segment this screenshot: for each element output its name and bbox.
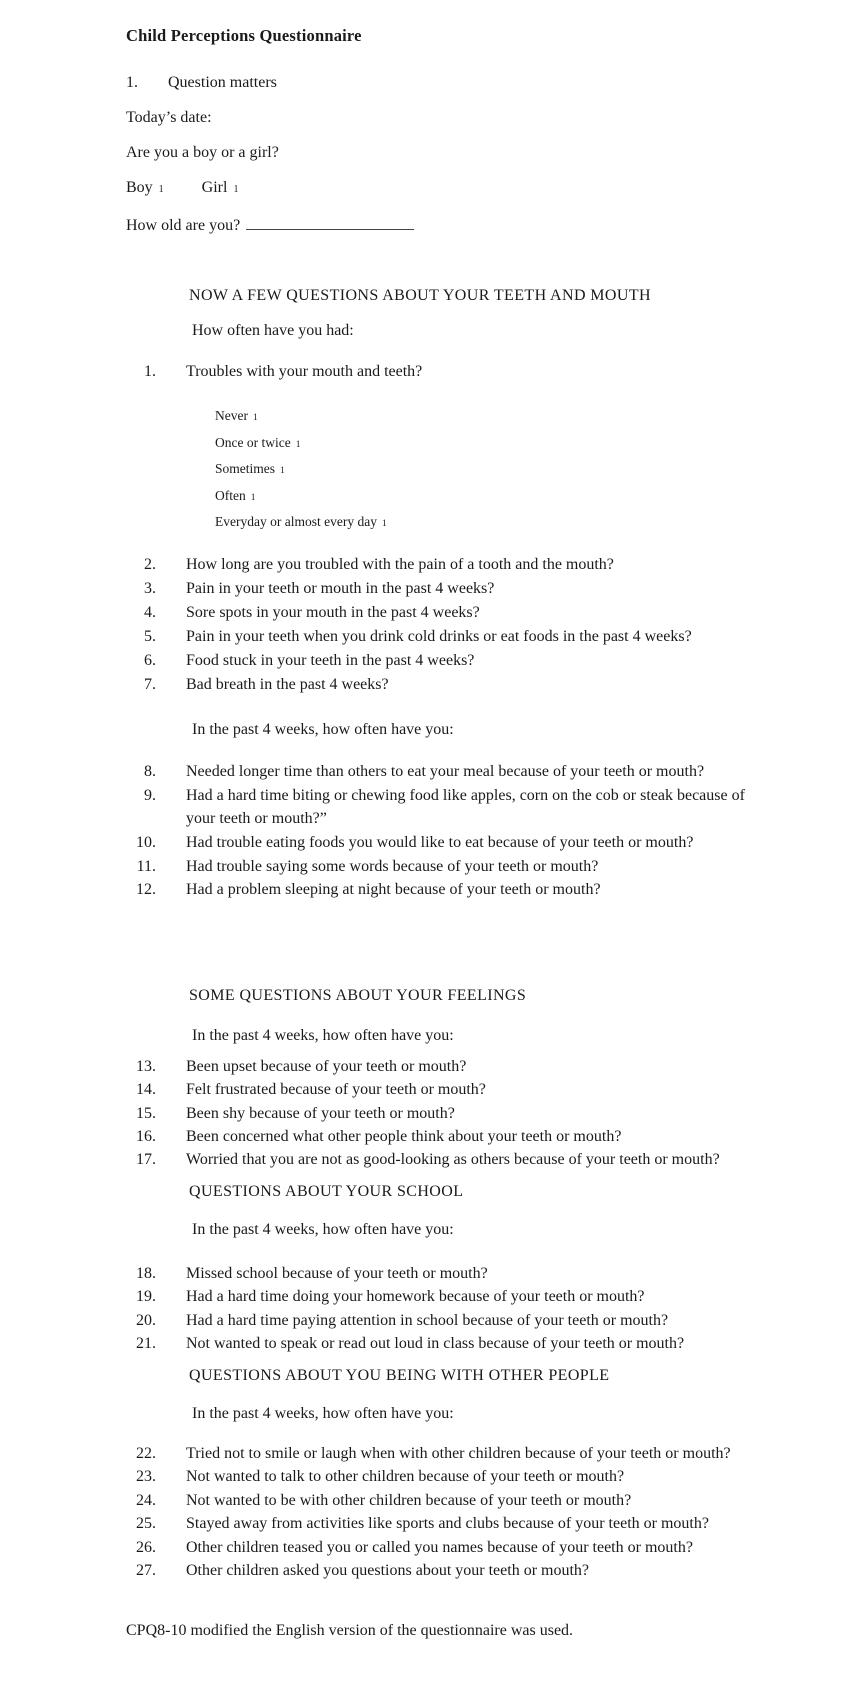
question-row — [126, 1102, 770, 1125]
lead-in-how-often: How often have you had: — [192, 322, 354, 339]
question-row — [126, 649, 770, 673]
question-text: Troubles with your mouth and teeth? — [186, 363, 423, 380]
date-question: Today’s date: — [126, 109, 212, 126]
girl-checkbox-mark[interactable]: 1 — [233, 184, 239, 195]
option-label: Sometimes — [215, 461, 275, 477]
question-row — [126, 1148, 770, 1171]
question-row — [126, 1262, 770, 1285]
question-text: Not wanted to be with other children because of your teeth or mouth? — [186, 1491, 632, 1509]
question-number: 4. — [144, 603, 156, 621]
question-row — [126, 831, 770, 855]
question-number: 1. — [144, 363, 156, 380]
question-number: 9. — [144, 786, 156, 804]
question-row — [126, 1442, 770, 1465]
question-text: Been upset because of your teeth or mouth? — [186, 1058, 467, 1076]
section-header-feelings: SOME QUESTIONS ABOUT YOUR FEELINGS — [189, 987, 527, 1005]
option-label: Never — [215, 408, 248, 424]
section-header-school: QUESTIONS ABOUT YOUR SCHOOL — [189, 1183, 464, 1201]
question-number: 7. — [144, 675, 156, 693]
frequency-option — [215, 457, 770, 484]
question-number: 26. — [136, 1538, 156, 1556]
question-number: 19. — [136, 1288, 156, 1306]
question-row — [126, 1332, 770, 1355]
age-answer-blank[interactable] — [246, 215, 414, 230]
question-number: 3. — [144, 579, 156, 597]
frequency-option — [215, 484, 770, 511]
footer-note: CPQ8-10 modified the English version of the questionnaire was used. — [126, 1622, 574, 1640]
question-text: Not wanted to talk to other children because of your teeth or mouth? — [186, 1468, 625, 1486]
frequency-option — [215, 510, 770, 537]
question-text: Been concerned what other people think about your teeth or mouth? — [186, 1127, 622, 1145]
question-number: 21. — [136, 1334, 156, 1352]
question-text: Other children teased you or called you names because of your teeth or mouth? — [186, 1538, 693, 1556]
question-row — [126, 855, 770, 879]
question-block-feelings — [126, 1055, 770, 1171]
lead-in-past-4-weeks: In the past 4 weeks, how often have you: — [192, 1404, 454, 1422]
option-checkbox-mark[interactable]: 1 — [280, 466, 285, 477]
question-text: Needed longer time than others to eat your meal because of your teeth or mouth? — [186, 762, 705, 780]
question-row — [126, 1309, 770, 1332]
question-block-teeth-b — [126, 760, 770, 902]
question-text: Tried not to smile or laugh when with other children because of your teeth or mouth? — [186, 1444, 731, 1462]
question-text: Worried that you are not as good-looking as others because of your teeth or mouth? — [186, 1150, 720, 1168]
question-row — [126, 1078, 770, 1101]
question-row — [126, 553, 770, 577]
question-text: Had trouble eating foods you would like to eat because of your teeth or mouth? — [186, 834, 694, 852]
question-number: 11. — [136, 857, 156, 875]
lead-in-past-4-weeks: In the past 4 weeks, how often have you: — [192, 1027, 454, 1045]
frequency-options — [215, 404, 770, 537]
question-text: Pain in your teeth when you drink cold drinks or eat foods in the past 4 weeks? — [186, 627, 692, 645]
question-row — [126, 1125, 770, 1148]
option-checkbox-mark[interactable]: 1 — [252, 413, 258, 424]
age-question: How old are you? — [126, 217, 241, 234]
question-text: Felt frustrated because of your teeth or mouth? — [186, 1081, 486, 1099]
question-text: Other children asked you questions about your teeth or mouth? — [186, 1561, 590, 1579]
question-text: Bad breath in the past 4 weeks? — [186, 675, 389, 693]
document-title: Child Perceptions Questionnaire — [126, 26, 362, 45]
question-number: 8. — [144, 762, 156, 780]
gender-question: Are you a boy or a girl? — [126, 144, 279, 161]
question-row — [126, 1559, 770, 1582]
question-text: Sore spots in your mouth in the past 4 weeks? — [186, 603, 480, 621]
question-block-school — [126, 1262, 770, 1355]
option-checkbox-mark[interactable]: 1 — [295, 439, 301, 450]
question-row — [126, 760, 770, 784]
question-text: Had a hard time paying attention in school because of your teeth or mouth? — [186, 1311, 669, 1329]
question-number: 14. — [136, 1081, 156, 1099]
question-row — [126, 360, 770, 383]
question-text: Had trouble saying some words because of your teeth or mouth? — [186, 857, 599, 875]
option-label: Everyday or almost every day — [215, 514, 377, 530]
option-label: Often — [215, 487, 246, 503]
girl-label: Girl — [201, 179, 228, 196]
question-row — [126, 1055, 770, 1078]
boy-checkbox-mark[interactable]: 1 — [158, 184, 164, 195]
question-number: 25. — [136, 1515, 156, 1533]
question-text: Missed school because of your teeth or mouth? — [186, 1265, 488, 1283]
question-number: 12. — [136, 881, 156, 899]
question-text: Stayed away from activities like sports and clubs because of your teeth or mouth? — [186, 1515, 709, 1533]
question-text: Had a hard time biting or chewing food like apples, corn on the cob or steak because of your teeth or mouth?” — [186, 786, 745, 828]
question-block-teeth-a — [126, 553, 770, 697]
question-row — [126, 577, 770, 601]
question-number: 16. — [136, 1127, 156, 1145]
question-text: Had a problem sleeping at night because of your teeth or mouth? — [186, 881, 601, 899]
question-text: Been shy because of your teeth or mouth? — [186, 1104, 455, 1122]
question-text: Had a hard time doing your homework because of your teeth or mouth? — [186, 1288, 645, 1306]
question-number: 2. — [144, 555, 156, 573]
lead-in-past-4-weeks: In the past 4 weeks, how often have you: — [192, 720, 454, 738]
question-number: 13. — [136, 1058, 156, 1076]
question-number: 27. — [136, 1561, 156, 1579]
question-number: 5. — [144, 627, 156, 645]
question-number: 23. — [136, 1468, 156, 1486]
question-block-other-people — [126, 1442, 770, 1582]
section-header-teeth-mouth: NOW A FEW QUESTIONS ABOUT YOUR TEETH AND MOUTH — [189, 287, 651, 304]
question-number: 15. — [136, 1104, 156, 1122]
option-checkbox-mark[interactable]: 1 — [381, 519, 387, 530]
boy-label: Boy — [126, 179, 153, 196]
question-row — [126, 784, 770, 831]
question-text: Pain in your teeth or mouth in the past 4 weeks? — [186, 579, 495, 597]
question-row — [126, 1285, 770, 1308]
question-number: 18. — [136, 1265, 156, 1283]
question-number: 20. — [136, 1311, 156, 1329]
question-text: How long are you troubled with the pain of a tooth and the mouth? — [186, 555, 614, 573]
question-row — [126, 673, 770, 697]
question-number: 24. — [136, 1491, 156, 1509]
question-number: 6. — [144, 651, 156, 669]
question-number: 10. — [136, 834, 156, 852]
part-title: Question matters — [168, 74, 277, 91]
option-checkbox-mark[interactable]: 1 — [250, 492, 256, 503]
question-row — [126, 1489, 770, 1512]
question-row — [126, 1512, 770, 1535]
question-number: 22. — [136, 1444, 156, 1462]
question-number: 17. — [136, 1150, 156, 1168]
question-row — [126, 878, 770, 902]
part-heading — [126, 72, 770, 94]
question-row — [126, 601, 770, 625]
frequency-option — [215, 431, 770, 458]
section-header-other-people: QUESTIONS ABOUT YOU BEING WITH OTHER PEOPLE — [189, 1366, 610, 1384]
question-text: Not wanted to speak or read out loud in class because of your teeth or mouth? — [186, 1334, 685, 1352]
question-row — [126, 1465, 770, 1488]
question-text: Food stuck in your teeth in the past 4 weeks? — [186, 651, 475, 669]
option-label: Once or twice — [215, 434, 291, 450]
frequency-option — [215, 404, 770, 431]
gender-options — [126, 177, 770, 201]
question-row — [126, 625, 770, 649]
age-question-row — [126, 215, 770, 237]
part-number: 1. — [126, 74, 138, 91]
question-row — [126, 1536, 770, 1559]
lead-in-past-4-weeks: In the past 4 weeks, how often have you: — [192, 1221, 454, 1239]
